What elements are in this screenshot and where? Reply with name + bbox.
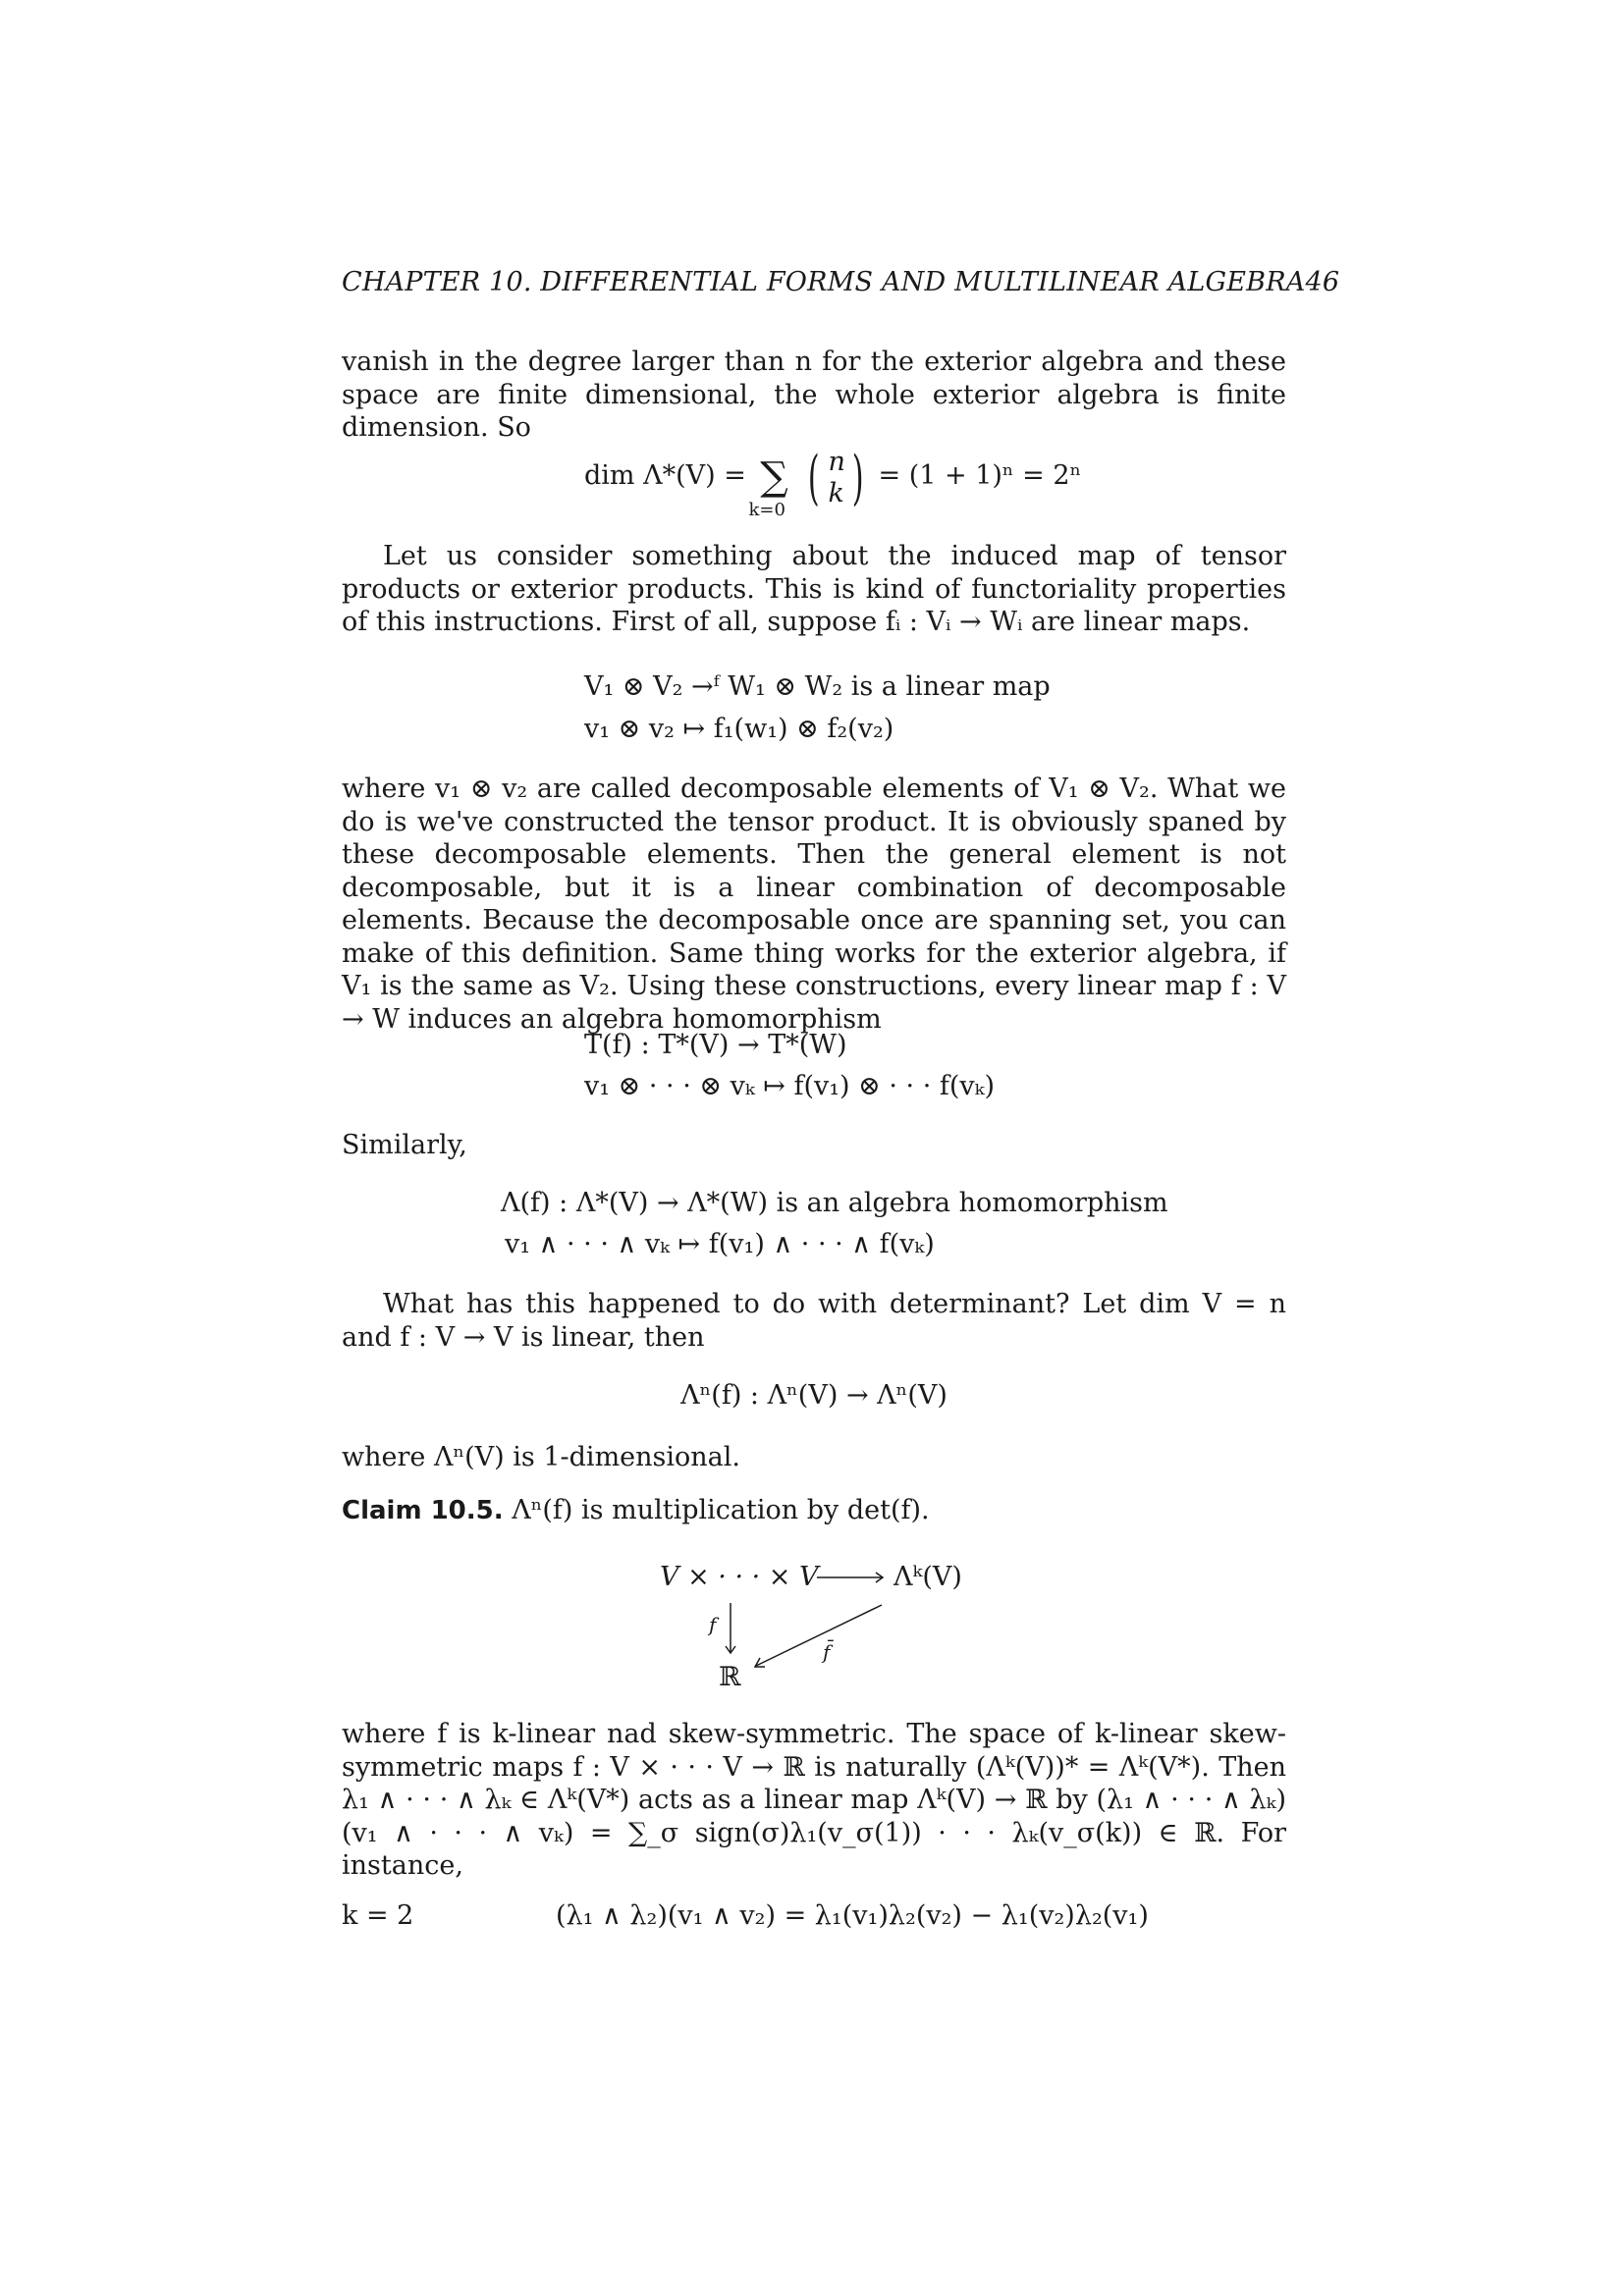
eq1-rhs: = (1 + 1)ⁿ = 2ⁿ <box>878 460 1082 491</box>
running-head: CHAPTER 10. DIFFERENTIAL FORMS AND MULTILINEAR ALGEBRA46 <box>342 267 1340 297</box>
equation-tensor-hom-line2: v₁ ⊗ · · · ⊗ vₖ ↦ f(v₁) ⊗ · · · f(vₖ) <box>584 1071 996 1101</box>
paragraph-4: What has this happened to do with determinant? Let dim V = n and f : V → V is linear, then <box>342 1289 1286 1353</box>
binom-top: n <box>828 447 845 477</box>
paragraph-6: where f is k-linear nad skew-symmetric. The space of k-linear skew-symmetric maps f : V × · · · V → ℝ is naturally (Λᵏ(V))* = Λᵏ(V*). Then λ₁ ∧ · · · ∧ λₖ ∈ Λᵏ(V*) acts as a linear map Λᵏ(V) → ℝ by (λ₁ ∧ · · · ∧ λₖ)(v₁ ∧ · · · ∧ vₖ) = ∑_σ sign(σ)λ₁(v_σ(1)) · · · λₖ(v_σ(k)) ∈ ℝ. For instance, <box>342 1719 1286 1881</box>
binomial <box>825 447 846 508</box>
claim-title: Claim 10.5. <box>342 1496 504 1525</box>
equation-tensor-map-line1: V₁ ⊗ V₂ →ᶠ W₁ ⊗ W₂ is a linear map <box>584 671 1051 702</box>
paragraph-similarly: Similarly, <box>342 1130 467 1160</box>
binom-close-paren: ) <box>852 444 865 512</box>
equation-dimension <box>584 444 1082 520</box>
paragraph-5: where Λⁿ(V) is 1-dimensional. <box>342 1442 740 1472</box>
example-formula: (λ₁ ∧ λ₂)(v₁ ∧ v₂) = λ₁(v₁)λ₂(v₂) − λ₁(v₂)λ₂(v₁) <box>556 1900 1149 1931</box>
claim-10-5 <box>342 1494 1286 1528</box>
diagram-bottom: ℝ <box>719 1662 741 1692</box>
sum-glyph: ∑ <box>760 454 788 500</box>
equation-exterior-hom-line2: v₁ ∧ · · · ∧ vₖ ↦ f(v₁) ∧ · · · ∧ f(vₖ) <box>505 1229 935 1259</box>
diagonal-arrow <box>756 1605 882 1666</box>
binom-open-paren: ( <box>807 444 820 512</box>
sum-lower-limit: k=0 <box>748 500 785 520</box>
diagram-diag-label: f̄ <box>823 1640 831 1664</box>
diagram-top-right: Λᵏ(V) <box>893 1562 962 1592</box>
sum-symbol <box>748 454 793 520</box>
equation-top-power: Λⁿ(f) : Λⁿ(V) → Λⁿ(V) <box>680 1380 947 1411</box>
diagram-top-left: V × · · · × V <box>660 1562 819 1592</box>
commutative-diagram <box>628 1556 1001 1713</box>
eq1-lhs: dim Λ*(V) = <box>584 460 746 491</box>
diagram-arrows <box>628 1556 1001 1713</box>
equation-tensor-map-line2: v₁ ⊗ v₂ ↦ f₁(w₁) ⊗ f₂(v₂) <box>584 714 894 744</box>
example-label: k = 2 <box>342 1900 414 1931</box>
paragraph-1: vanish in the degree larger than n for the exterior algebra and these space are finite dimensional, the whole exterior algebra is finite dimension. So <box>342 347 1286 443</box>
claim-text: Λⁿ(f) is multiplication by det(f). <box>512 1495 930 1525</box>
paragraph-3: where v₁ ⊗ v₂ are called decomposable elements of V₁ ⊗ V₂. What we do is we've constructed the tensor product. It is obviously spaned by these decomposable elements. Then the general element is not decomposable, but it is a linear combination of decomposable elements. Because the decomposable once are spanning set, you can make of this definition. Same thing works for the exterior algebra, if V₁ is the same as V₂. Using these constructions, every linear map f : V → W induces an algebra homomorphism <box>342 774 1286 1035</box>
equation-tensor-hom-line1: T(f) : T*(V) → T*(W) <box>584 1030 847 1060</box>
diagram-left-label: f <box>709 1613 717 1636</box>
binom-bottom: k <box>828 478 844 508</box>
paragraph-2: Let us consider something about the induced map of tensor products or exterior products. This is kind of functoriality properties of this instructions. First of all, suppose fᵢ : Vᵢ → Wᵢ are linear maps. <box>342 541 1286 637</box>
equation-exterior-hom-line1: Λ(f) : Λ*(V) → Λ*(W) is an algebra homomorphism <box>501 1188 1168 1218</box>
